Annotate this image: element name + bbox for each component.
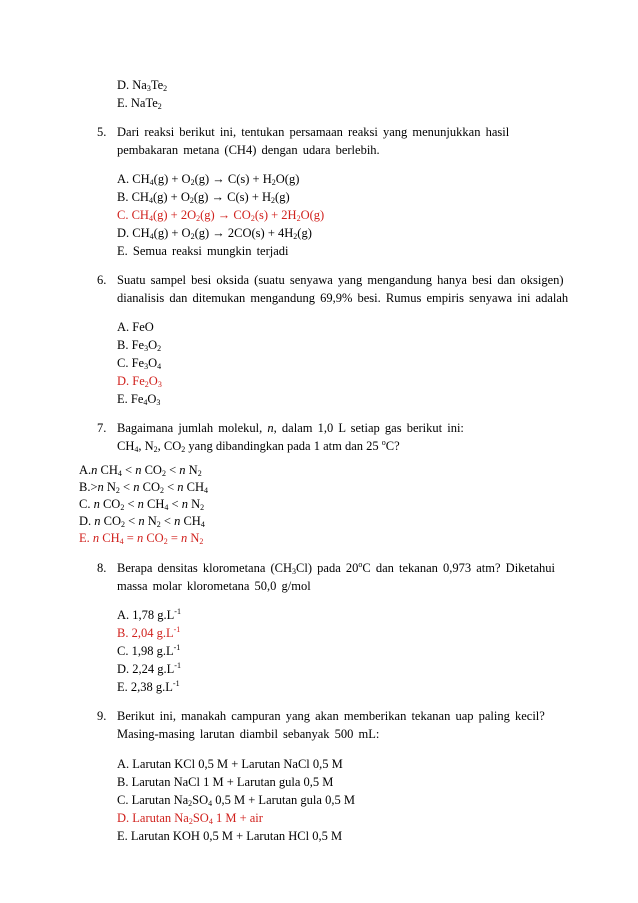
q8-option-a: A. 1,78 $g.L^{-1}$ xyxy=(117,607,181,622)
q7-option-d: D. n $CO_2 < n$ $N_2 < n$ $CH_4$ xyxy=(79,514,205,529)
q9-option-e: E. Larutan KOH 0,5 M + Larutan HCl 0,5 M xyxy=(117,829,343,843)
q8-option-b-answer: B. 2,04 $g.L^{-1}$ xyxy=(117,625,181,640)
q7-option-e-answer: E. n $CH_4 = n$ $CO_2 = n$ $N_2$ xyxy=(79,531,204,546)
q9-text-line2: Masing-masing larutan diambil sebanyak 500 mL: xyxy=(117,727,380,741)
q5-option-e: E. Semua reaksi mungkin terjadi xyxy=(117,244,289,258)
q5-option-b: B. $CH_4(g) + O_2(g) \to C(s) + H_2(g)$ xyxy=(117,190,290,205)
q9-option-c: C. Larutan $Na_2SO_4$ 0,5 M + Larutan gula 0,5 M xyxy=(117,793,355,808)
q6-text-line1: Suatu sampel besi oksida (suatu senyawa yang mengandung hanya besi dan oksigen) xyxy=(117,273,564,287)
q7-text-line1: Bagaimana jumlah molekul, n, dalam 1,0 L setiap gas berikut ini: xyxy=(117,421,464,435)
q5-option-c-answer: C. $CH_4(g) + 2O_2(g) \to CO_2(s) + 2H_2O(g)$ xyxy=(117,208,325,223)
q7-number: 7. xyxy=(97,421,107,435)
q6-option-c: C. $Fe_3O_4$ xyxy=(117,356,162,371)
q4-option-e: E. NaTe$_2$ xyxy=(117,96,162,111)
q9-option-a: A. Larutan KCl 0,5 M + Larutan NaCl 0,5 M xyxy=(117,757,343,771)
q6-option-d-answer: D. $Fe_2O_3$ xyxy=(117,374,162,389)
q7-option-c: C. n $CO_2 < n$ $CH_4 < n$ $N_2$ xyxy=(79,497,205,512)
q6-option-b: B. $Fe_3O_2$ xyxy=(117,338,162,353)
q8-option-c: C. 1,98 $g.L^{-1}$ xyxy=(117,643,181,658)
q8-text-line1: Berapa densitas klorometana $(CH_3Cl)$ pada 20$^o$C dan tekanan 0,973 atm? Diketahui xyxy=(117,560,555,576)
q8-number: 8. xyxy=(97,561,107,575)
q9-option-b: B. Larutan NaCl 1 M + Larutan gula 0,5 M xyxy=(117,775,334,789)
q4-option-d: D. $Na_3Te_2$ xyxy=(117,78,168,93)
q9-option-d-answer: D. Larutan $Na_2SO_4$ 1 M + air xyxy=(117,811,263,826)
q7-option-b: B.>n $N_2 < n$ $CO_2 < n$ $CH_4$ xyxy=(79,480,209,495)
q6-number: 6. xyxy=(97,273,107,287)
q8-text-line2: massa molar klorometana 50,0 g/mol xyxy=(117,579,311,593)
q6-option-e: E. $Fe_4O_3$ xyxy=(117,392,161,407)
q5-option-a: A. $CH_4(g) + O_2(g) \to C(s) + H_2O(g)$ xyxy=(117,172,300,187)
q6-text-line2: dianalisis dan ditemukan mengandung 69,9% besi. Rumus empiris senyawa ini adalah xyxy=(117,291,569,305)
q6-option-a: A. FeO xyxy=(117,320,154,334)
q5-option-d: D. $CH_4(g) + O_2(g) \to 2CO(s) + 4H_2(g)$ xyxy=(117,226,312,241)
q9-number: 9. xyxy=(97,709,107,723)
q8-option-e: E. 2,38 $g.L^{-1}$ xyxy=(117,679,180,694)
q5-text-line2: pembakaran metana (CH4) dengan udara berlebih. xyxy=(117,143,380,157)
q5-text-line1: Dari reaksi berikut ini, tentukan persamaan reaksi yang menunjukkan hasil xyxy=(117,125,510,139)
q9-text-line1: Berikut ini, manakah campuran yang akan memberikan tekanan uap paling kecil? xyxy=(117,709,545,723)
q7-option-a: A.n $CH_4 < n$ $CO_2 < n$ $N_2$ xyxy=(79,463,202,478)
q5-number: 5. xyxy=(97,125,107,139)
q8-option-d: D. 2,24 $g.L^{-1}$ xyxy=(117,661,181,676)
q7-text-line2: $CH_4$, $N_2$, $CO_2$ yang dibandingkan pada 1 atm dan 25 $^o$C? xyxy=(117,438,400,454)
